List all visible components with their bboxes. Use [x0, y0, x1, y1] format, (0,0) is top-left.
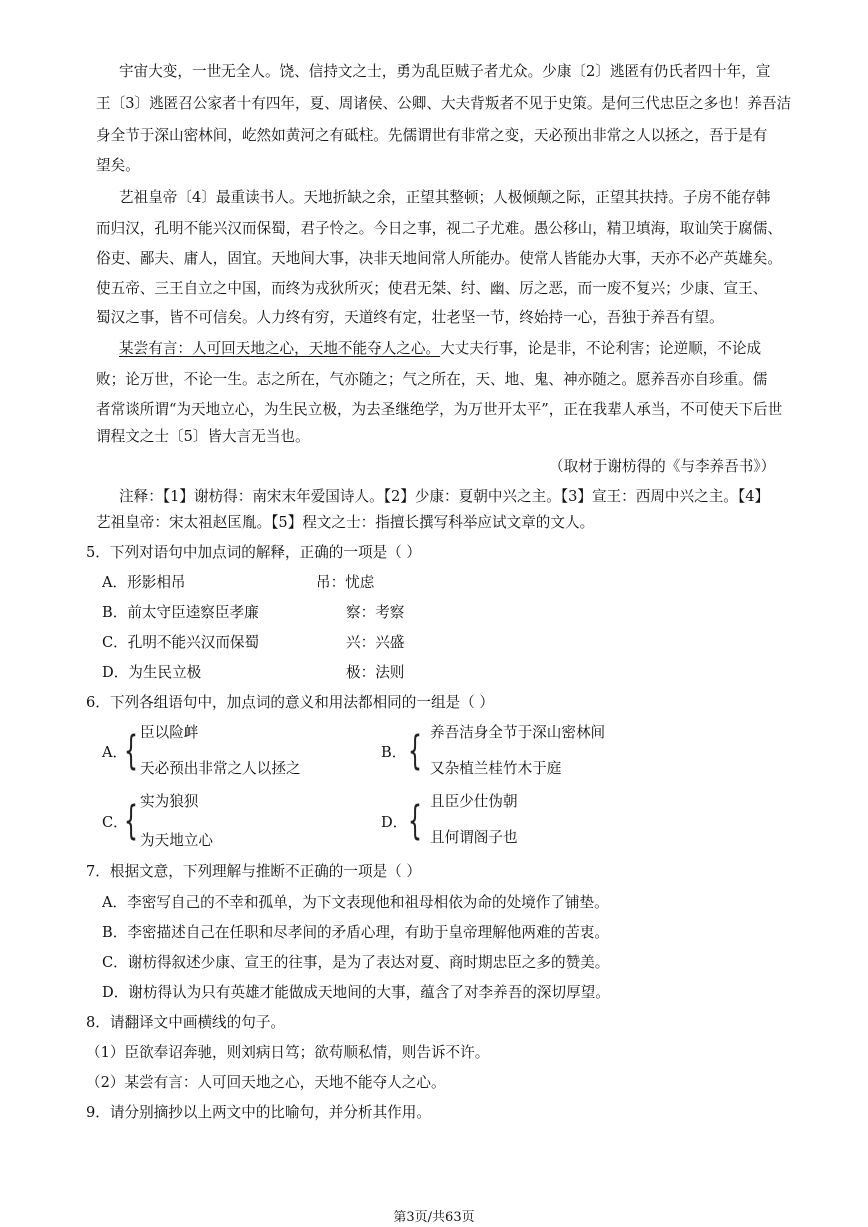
passage-p2-line1: 艺祖皇帝〔4〕最重读书人。天地折缺之余，正望其整顿；人极倾颠之际，正望其扶持。子房不能存韩 — [119, 189, 771, 206]
q7-option-c: C．谢枋得叙述少康、宣王的往事，是为了表达对夏、商时期忠臣之多的赞美。 — [102, 954, 610, 971]
page-number: 第3页/共63页 — [393, 1210, 475, 1225]
q6-stem: 6．下列各组语句中，加点词的意义和用法都相同的一组是（ ） — [86, 694, 494, 711]
brace-b: { — [408, 728, 422, 774]
passage-p3-line3: 者常谈所谓“为天地立心，为生民立极，为去圣继绝学，为万世开太平”，正在我辈人承当，不可使天下后世 — [96, 401, 783, 418]
passage-p3-line2: 败；论万世，不论一生。志之所在，气亦随之；气之所在，天、地、鬼、神亦随之。愿养吾亦自珍重。儒 — [96, 371, 768, 388]
passage-p2-line2: 而归汉，孔明不能兴汉而保蜀，君子怜之。今日之事，视二子尤难。愚公移山，精卫填海，取讪笑于腐儒、 — [96, 220, 782, 237]
q5-option-d-gloss: 极：法则 — [346, 664, 405, 681]
q6-option-d-label: D． — [381, 814, 408, 831]
q6-option-c-label: C． — [102, 814, 128, 831]
brace-a: { — [124, 728, 138, 774]
passage-p2-line5: 蜀汉之事，皆不可信矣。人力终有穷，天道终有定，壮老坚一节，终始持一心，吾独于养吾有望。 — [96, 309, 724, 326]
underlined-sentence: 某尝有言：人可回天地之心，天地不能夺人之心。 — [119, 340, 441, 357]
q6-option-c-line1: 实为狼狈 — [140, 793, 199, 810]
q8-item-2: （2）某尝有言：人可回天地之心，天地不能夺人之心。 — [86, 1074, 446, 1091]
q6-option-d-line2: 且何谓阁子也 — [430, 829, 518, 846]
passage-p3-line1 — [119, 339, 761, 359]
q5-stem: 5．下列对语句中加点词的解释，正确的一项是（ ） — [86, 544, 421, 561]
q6-option-d-line1: 且臣少仕伪朝 — [430, 793, 518, 810]
q6-option-b-line2: 又杂植兰桂竹木于庭 — [430, 760, 562, 777]
passage-p1-line1: 宇宙大变，一世无全人。饶、信持文之士，勇为乱臣贼子者尤众。少康〔2〕逃匿有仍氏者四十年，宣 — [119, 63, 771, 80]
passage-p2-line4: 使五帝、三王自立之中国，而终为戎狄所灭；使君无桀、纣、幽、厉之恶，而一废不复兴；少康、宣王、 — [96, 280, 768, 297]
q8-item-1: （1）臣欲奉诏奔驰，则刘病日笃；欲苟顺私情，则告诉不许。 — [86, 1044, 490, 1061]
q5-option-c-gloss: 兴：兴盛 — [346, 634, 405, 651]
q5-option-d: D．为生民立极 — [102, 664, 202, 681]
q7-stem: 7．根据文意，下列理解与推断不正确的一项是（ ） — [86, 863, 421, 880]
passage-p1-line2: 王〔3〕逃匿召公家者十有四年，夏、周诸侯、公卿、大夫背叛者不见于史策。是何三代忠臣之多也！养吾洁 — [96, 95, 792, 112]
passage-p2-line3: 俗吏、鄙夫、庸人，固宜。天地间大事，决非天地间常人所能办。使常人皆能办大事，天亦不必产英雄矣。 — [96, 250, 782, 267]
passage-p1-line3: 身全节于深山密林间，屹然如黄河之有砥柱。先儒谓世有非常之变，天必预出非常之人以拯之，吾于是有 — [96, 127, 768, 144]
q5-option-b: B．前太守臣逵察臣孝廉 — [102, 604, 259, 621]
q7-option-b: B．李密描述自己在任职和尽孝间的矛盾心理，有助于皇帝理解他两难的苦衷。 — [102, 924, 609, 941]
brace-d: { — [408, 798, 422, 844]
q5-option-c: C．孔明不能兴汉而保蜀 — [102, 634, 260, 651]
q7-option-a: A．李密写自己的不幸和孤单，为下文表现他和祖母相依为命的处境作了铺垫。 — [102, 894, 609, 911]
q9-stem: 9．请分别摘抄以上两文中的比喻句，并分析其作用。 — [86, 1104, 431, 1121]
q6-option-a-label: A． — [102, 744, 128, 761]
q7-option-d: D．谢枋得认为只有英雄才能做成天地间的大事，蕴含了对李养吾的深切厚望。 — [102, 984, 610, 1001]
passage-p1-line4: 望矣。 — [96, 157, 140, 174]
brace-c: { — [124, 798, 138, 844]
passage-p3-line1-rest: 大丈夫行事，论是非，不论利害；论逆顺，不论成 — [440, 340, 762, 357]
notes-line1: 注释：【1】谢枋得：南宋末年爱国诗人。【2】少康：夏朝中兴之主。【3】宣王：西周中兴之主。【4】 — [119, 488, 770, 505]
q8-stem: 8．请翻译文中画横线的句子。 — [86, 1014, 286, 1031]
q5-option-a-gloss: 吊：忧虑 — [316, 574, 375, 591]
q6-option-c-line2: 为天地立心 — [140, 832, 213, 849]
q5-option-a: A．形影相吊 — [102, 574, 186, 591]
notes-line2: 艺祖皇帝：宋太祖赵匡胤。【5】程文之士：指擅长撰写科举应试文章的文人。 — [96, 514, 595, 531]
q6-option-b-line1: 养吾洁身全节于深山密林间 — [430, 724, 606, 741]
passage-p3-line4: 谓程文之士〔5〕皆大言无当也。 — [96, 428, 310, 445]
q6-option-a-line2: 天必预出非常之人以拯之 — [140, 760, 301, 777]
q6-option-a-line1: 臣以险衅 — [140, 724, 199, 741]
q6-option-b-label: B． — [381, 744, 407, 761]
passage-source: （取材于谢枋得的《与李养吾书》） — [549, 458, 776, 475]
q5-option-b-gloss: 察：考察 — [346, 604, 405, 621]
